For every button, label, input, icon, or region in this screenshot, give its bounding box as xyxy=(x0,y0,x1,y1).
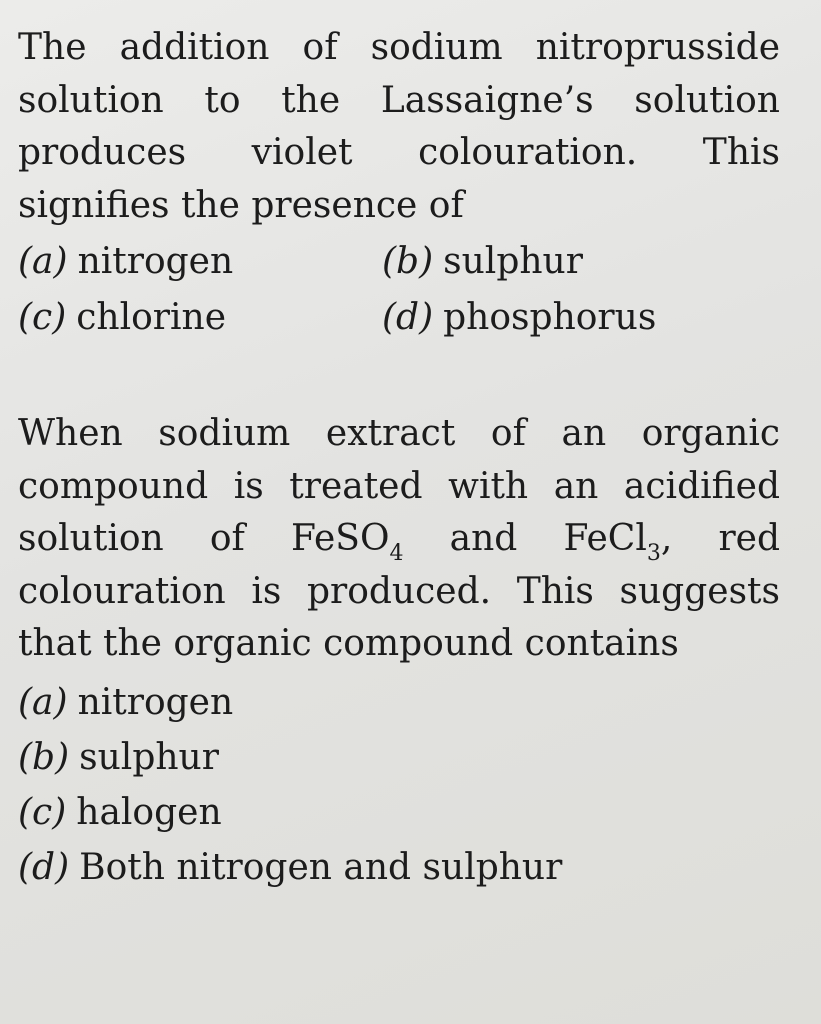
option-a xyxy=(18,236,382,288)
answer-options xyxy=(18,677,780,897)
question-nitroprusside xyxy=(18,22,780,344)
option-text: nitrogen xyxy=(77,681,234,723)
option-marker: (b) xyxy=(382,241,434,282)
option-d xyxy=(18,842,780,897)
answer-options xyxy=(18,236,780,344)
option-text: phosphorus xyxy=(443,297,657,338)
stem-line: signifies the presence of xyxy=(18,184,464,226)
stem-line: When sodium extract of an organic xyxy=(18,413,780,454)
formula-text: and FeCl xyxy=(403,518,647,559)
subscript: 4 xyxy=(389,541,404,566)
question-stem xyxy=(18,22,780,232)
option-text: halogen xyxy=(76,791,222,833)
option-c xyxy=(18,292,382,344)
option-marker: (c) xyxy=(18,297,67,338)
option-text: sulphur xyxy=(443,241,583,282)
subscript: 3 xyxy=(646,541,661,566)
option-marker: (c) xyxy=(18,791,67,833)
option-b xyxy=(18,732,780,787)
option-text: Both nitrogen and sulphur xyxy=(79,846,563,888)
stem-line: colouration is produced. This suggests xyxy=(18,570,780,612)
option-marker: (a) xyxy=(18,681,68,723)
option-marker: (b) xyxy=(18,736,70,778)
stem-line-formula xyxy=(18,513,780,566)
option-c xyxy=(18,787,780,842)
stem-line: The addition of sodium nitroprusside xyxy=(18,27,780,68)
stem-line: produces violet colouration. This xyxy=(18,132,780,173)
stem-line: compound is treated with an acidified xyxy=(18,465,780,507)
option-text: nitrogen xyxy=(77,241,234,282)
option-marker: (d) xyxy=(382,297,434,338)
formula-text: solution of FeSO xyxy=(18,518,390,559)
option-b xyxy=(382,236,762,288)
option-text: chlorine xyxy=(76,297,227,338)
option-d xyxy=(382,292,762,344)
option-marker: (a) xyxy=(18,241,68,282)
stem-line: that the organic compound contains xyxy=(18,623,679,664)
formula-text: , red xyxy=(660,518,781,559)
option-a xyxy=(18,677,780,732)
stem-line: solution to the Lassaigne’s solution xyxy=(18,79,780,121)
option-text: sulphur xyxy=(79,736,219,778)
question-stem xyxy=(18,408,780,671)
question-sodium-extract xyxy=(18,408,780,897)
option-marker: (d) xyxy=(18,846,70,888)
